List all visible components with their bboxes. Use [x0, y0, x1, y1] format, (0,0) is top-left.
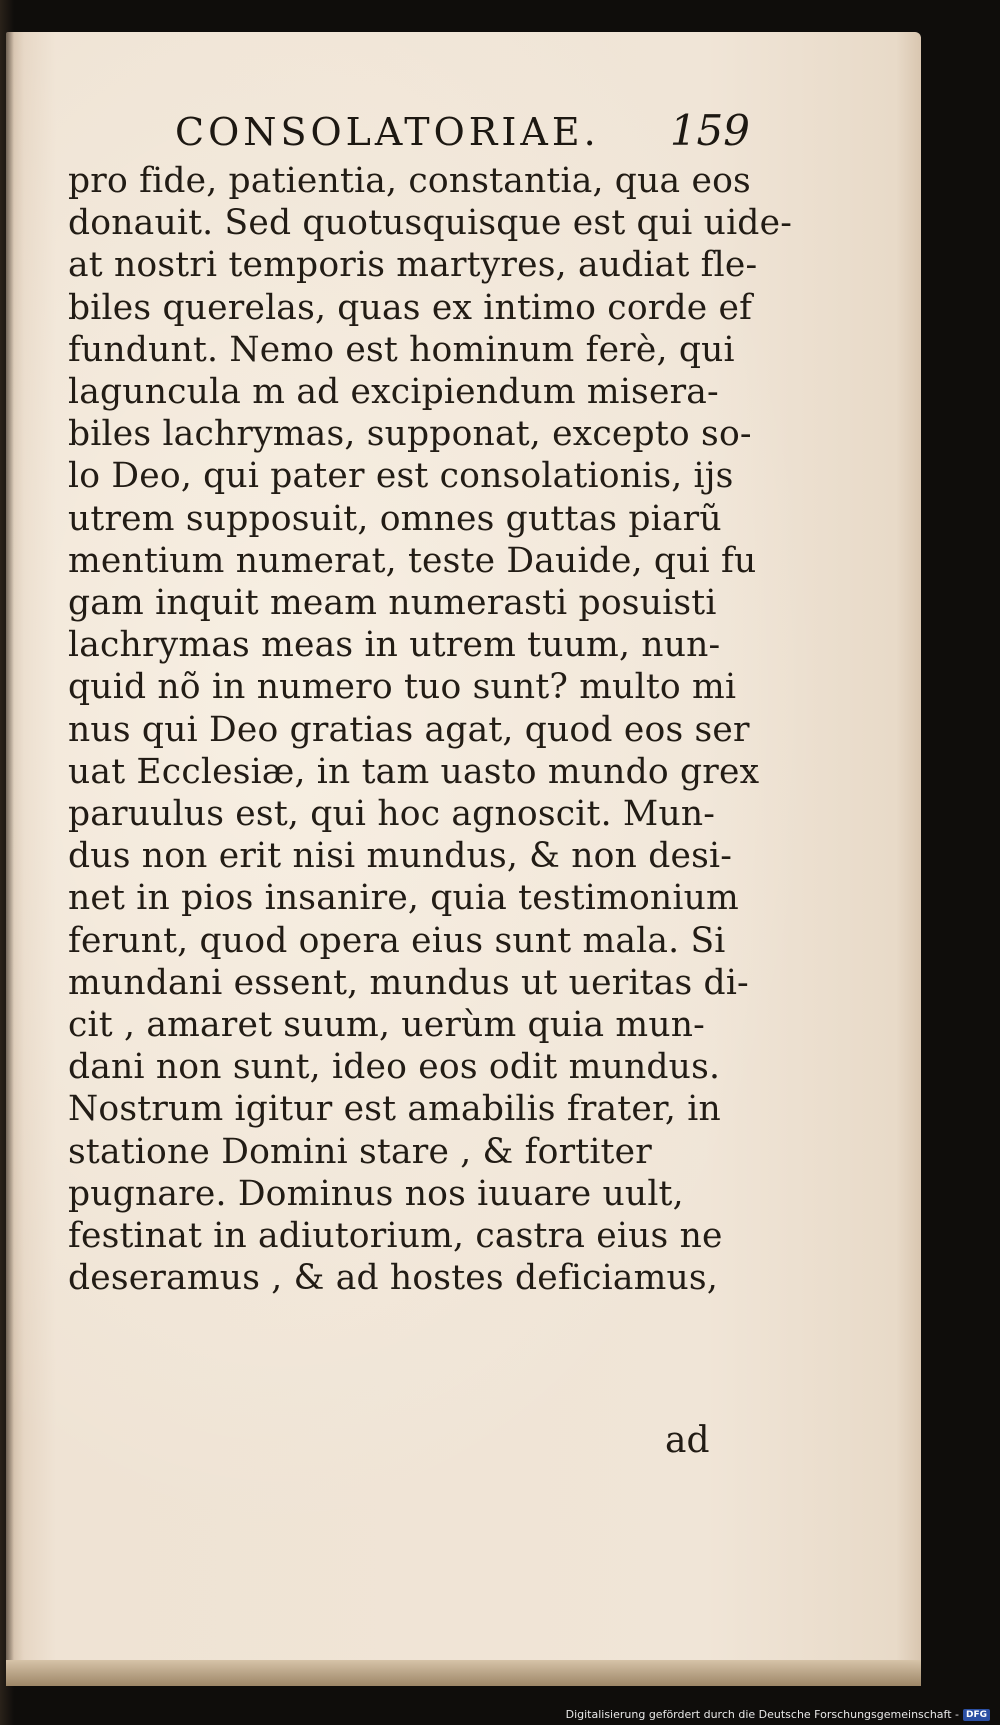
- text-line: gam inquit meam numerasti posuisti: [68, 583, 717, 624]
- text-line: pro fide, patientia, constantia, qua eos: [68, 161, 751, 201]
- text-line: paruulus est, qui hoc agnoscit. Mun-: [68, 794, 716, 835]
- text-line: Nostrum igitur est amabilis frater, in: [68, 1089, 721, 1130]
- text-line: net in pios insanire, quia testimonium: [68, 878, 739, 919]
- dfg-logo: DFG: [963, 1709, 990, 1721]
- text-line: lachrymas meas in utrem tuum, nun-: [68, 625, 721, 666]
- page-number: 159: [669, 106, 750, 155]
- text-line: fundunt. Nemo est hominum ferè, qui: [68, 329, 735, 370]
- text-line: mentium numerat, teste Dauide, qui fu: [68, 540, 757, 581]
- text-line: cit , amaret suum, uerùm quia mun-: [68, 1005, 706, 1046]
- text-line: biles querelas, quas ex intimo corde ef: [68, 287, 753, 328]
- text-line: dus non erit nisi mundus, & non desi-: [68, 836, 733, 877]
- text-line: utrem supposuit, omnes guttas piarũ: [68, 498, 722, 539]
- text-line: donauit. Sed quotusquisque est qui uide-: [68, 203, 793, 244]
- body-text: [68, 160, 793, 1299]
- running-head: CONSOLATORIAE.: [175, 110, 600, 154]
- text-line: biles lachrymas, supponat, excepto so-: [68, 414, 752, 455]
- credit-text: Digitalisierung gefördert durch die Deutsche Forschungsgemeinschaft -: [565, 1708, 959, 1721]
- page-edge: [6, 1660, 921, 1686]
- text-line: uat Ecclesiæ, in tam uasto mundo grex: [68, 751, 760, 792]
- text-line: dani non sunt, ideo eos odit mundus.: [68, 1047, 721, 1088]
- digitization-credit: [566, 1708, 990, 1721]
- catchword: ad: [665, 1420, 710, 1461]
- page-header: [175, 106, 750, 162]
- text-line: at nostri temporis martyres, audiat fle-: [68, 245, 758, 286]
- text-line: pugnare. Dominus nos iuuare uult,: [68, 1173, 684, 1214]
- binding-shadow: [0, 0, 14, 1725]
- text-line: quid nõ in numero tuo sunt? multo mi: [68, 667, 737, 708]
- text-line: statione Domini stare , & fortiter: [68, 1131, 652, 1172]
- text-line: lo Deo, qui pater est consolationis, ijs: [68, 456, 734, 497]
- text-line: laguncula m ad excipiendum misera-: [68, 372, 719, 413]
- text-line: festinat in adiutorium, castra eius ne: [68, 1216, 723, 1257]
- text-line: nus qui Deo gratias agat, quod eos ser: [68, 709, 750, 750]
- text-line: deseramus , & ad hostes deficiamus,: [68, 1258, 719, 1299]
- text-line: ferunt, quod opera eius sunt mala. Si: [68, 920, 726, 961]
- text-line: mundani essent, mundus ut ueritas di-: [68, 962, 749, 1003]
